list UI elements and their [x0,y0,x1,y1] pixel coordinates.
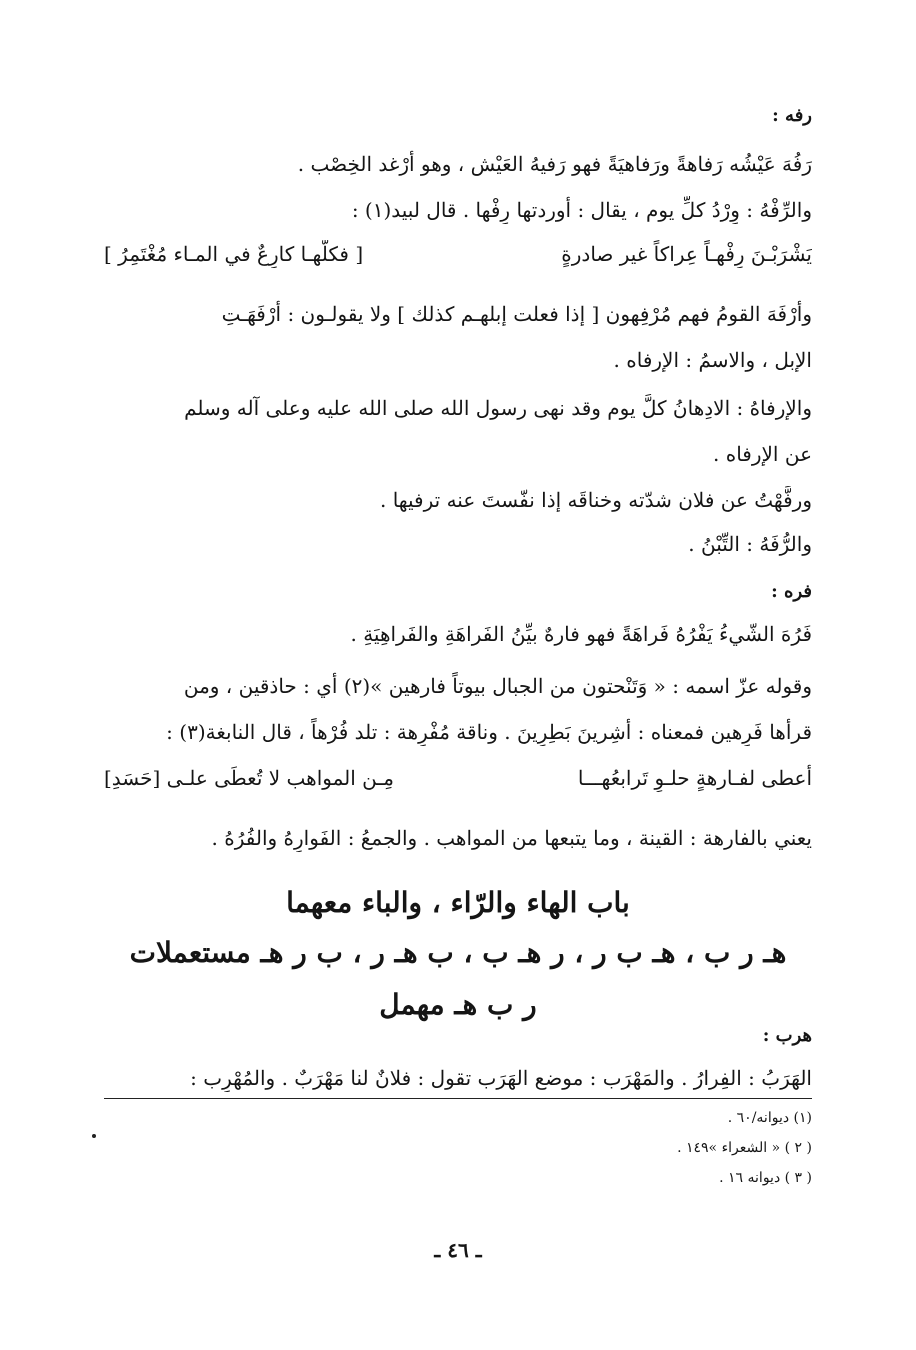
text-line: رَفُهَ عَيْشُه رَفاهةً ورَفاهيَةً فهو رَفيهُ العَيْش ، وهو أَرْغد الخِصْب . [297,152,812,176]
verse-hemistich-right: أعطى لفـارهةٍ حلـوٍ تَرابعُهـــا [577,766,812,790]
text-line: الهَرَبُ : الفِرارُ . والمَهْرَب : موضع الهَرَب تقول : فلانٌ لنا مَهْرَبٌ . والمُهْرِب : [190,1066,812,1090]
entry-heading-rafah: رفه : [772,105,812,126]
entry-heading-farah: فره : [771,581,812,602]
text-line: ورفَّهْتُ عن فلان شدّته وخناقَه إذا نفّستَ عنه ترفيها . [379,488,812,512]
text-line: وقوله عزّ اسمه : « وَتَنْحتون من الجبال بيوتاً فارهين »(٢) أي : حاذقين ، ومن [183,674,812,698]
text-line: الإبل ، والاسمُ : الإرفاه . [613,348,812,372]
chapter-title: باب الهاء والرّاء ، والباء معهما [286,886,630,919]
verse-hemistich-left: مِـن المواهب لا تُعطَى علـى [حَسَدِ] [104,766,394,790]
footnote: ( ٣ ) ديوانه ١٦ . [719,1170,812,1186]
text-line: والرِّفْهُ : وِرْدُ كلِّ يوم ، يقال : أوردتها رِفْها . قال لبيد(١) : [351,198,812,222]
chapter-unused-root: ر ب هـ مهمل [379,988,537,1021]
text-line: عن الإرفاه . [713,442,812,466]
text-line: قرأها فَرِهين فمعناه : أشِرينَ بَطِرِينَ . وناقة مُفْرِهة : تلد فُرْهاً ، قال النابغة(٣) : [166,720,812,744]
footnote: ( ٢ ) « الشعراء »١٤٩ . [677,1140,812,1156]
footnote: (١) ديوانه/٦٠ . [727,1110,812,1126]
verse-line [104,764,812,792]
entry-heading-harab: هرب : [762,1025,812,1046]
footnote-divider [104,1098,812,1099]
page-number: ـ ٤٦ ـ [434,1238,482,1262]
verse-hemistich-right: يَشْرَبْـنَ رِفْهـاً عِراكاً غير صادرةٍ [561,242,812,266]
chapter-subtitle: هـ ر ب ، هـ ب ر ، ر هـ ب ، ب هـ ر ، ب ر هـ مستعملات [129,936,787,969]
text-line: وأرْفَهَ القومُ فهم مُرْفِهون [ إذا فعلت إبلهـم كذلك ] ولا يقولـون : أَرْفَهَـتِ [221,302,812,326]
verse-line [104,240,812,268]
text-line: فَرُهَ الشّيءُ يَفْرُهُ فَراهَةً فهو فارهٌ بيِّنُ الفَراهَةِ والفَراهِيَةِ . [350,622,812,646]
text-line: والإرفاهُ : الادِهانُ كلَّ يوم وقد نهى رسول الله صلى الله عليه وعلى آله وسلم [184,396,812,420]
verse-hemistich-left: [ فكلُّهـا كارِعٌ في المـاء مُغْتَمِرُ ] [104,242,364,266]
text-line: والرُّفَهُ : التِّبْنُ . [688,532,812,556]
text-line: يعني بالفارهة : القينة ، وما يتبعها من المواهب . والجمعُ : الفَوارِهُ والفُرُهُ . [211,826,812,850]
ink-speck [92,1134,96,1138]
